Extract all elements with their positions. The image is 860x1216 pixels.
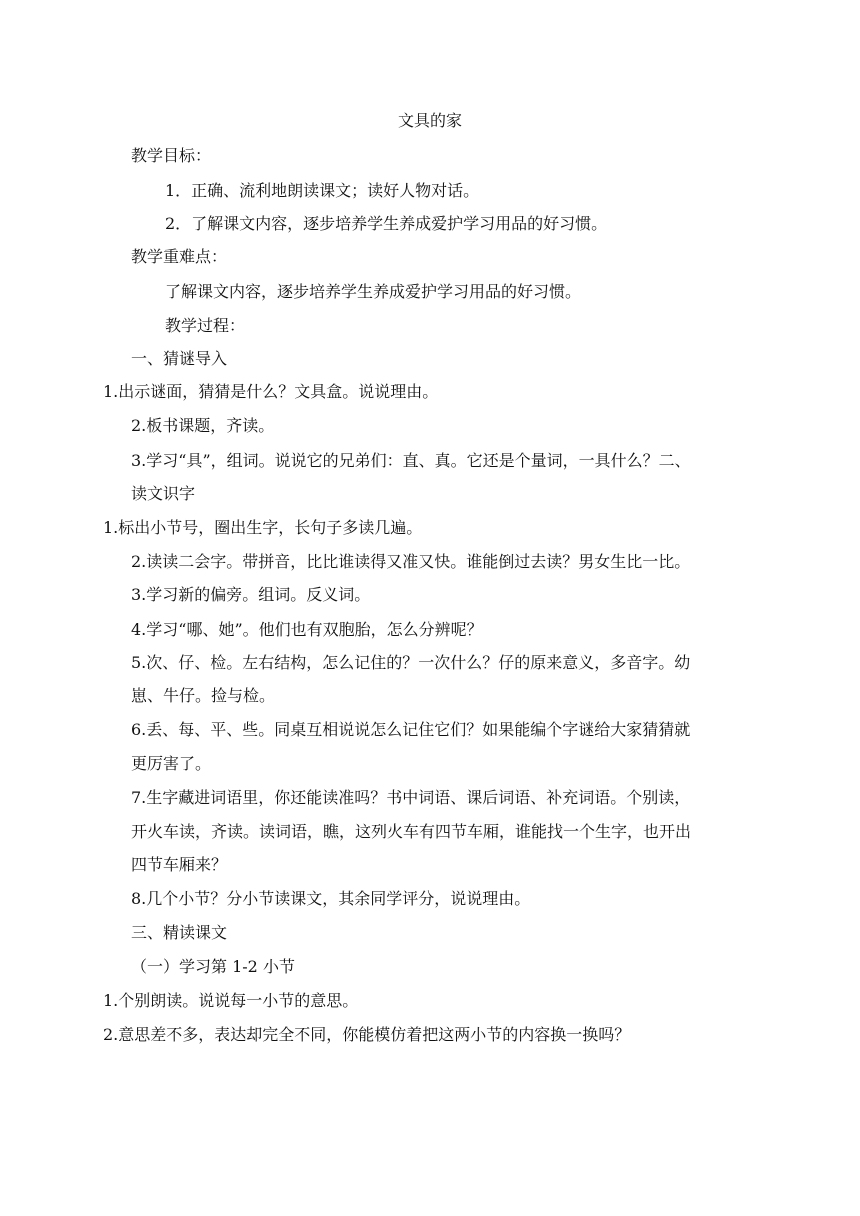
part-heading-intensive-reading: 三、精读课文	[131, 923, 228, 942]
paragraph-line: 2.读读二会字。带拼音，比比谁读得又准又快。谁能倒过去读？男女生比一比。	[131, 552, 691, 571]
paragraph-line: 开火车读，齐读。读词语，瞧，这列火车有四节车厢，谁能找一个生字，也开出	[131, 822, 692, 841]
document-title: 文具的家	[397, 111, 462, 130]
paragraph-line: 崽、牛仔。捡与检。	[131, 686, 276, 705]
section-heading-key-points: 教学重难点：	[131, 247, 228, 266]
paragraph-line: 7.生字藏进词语里，你还能读准吗？书中词语、课后词语、补充词语。个别读，	[131, 788, 691, 807]
subpart-heading: （一）学习第 1-2 小节	[131, 957, 295, 976]
paragraph-line: 1.标出小节号，圈出生字，长句子多读几遍。	[103, 518, 423, 537]
paragraph-line: 5.次、仔、检。左右结构，怎么记住的？一次什么？仔的原来意义，多音字。幼	[131, 653, 691, 672]
part-heading-riddle-intro: 一、猜谜导入	[131, 349, 228, 368]
paragraph-line: 更厉害了。	[131, 754, 212, 773]
section-heading-teaching-process: 教学过程：	[165, 316, 246, 335]
paragraph-line: 四节车厢来？	[131, 855, 228, 874]
paragraph-line: 3.学习新的偏旁。组词。反义词。	[131, 585, 371, 604]
key-point-text: 了解课文内容，逐步培养学生养成爱护学习用品的好习惯。	[165, 282, 582, 301]
paragraph-line: 2.板书课题，齐读。	[131, 416, 275, 435]
goal-item-1: 1．正确、流利地朗读课文；读好人物对话。	[165, 181, 480, 200]
paragraph-line: 4.学习“哪、她”。他们也有双胞胎，怎么分辨呢？	[131, 620, 483, 639]
goal-item-2: 2．了解课文内容，逐步培养学生养成爱护学习用品的好习惯。	[165, 214, 608, 233]
section-heading-teaching-goals: 教学目标：	[131, 146, 212, 165]
paragraph-line: 6.丢、每、平、些。同桌互相说说怎么记住它们？如果能编个字谜给大家猜猜就	[131, 720, 691, 739]
paragraph-line: 1.个别朗读。说说每一小节的意思。	[103, 991, 359, 1010]
paragraph-line: 8.几个小节？分小节读课文，其余同学评分，说说理由。	[131, 889, 531, 908]
paragraph-line: 3.学习“具”，组词。说说它的兄弟们：直、真。它还是个量词，一具什么？二、	[131, 451, 691, 470]
paragraph-line: 2.意思差不多，表达却完全不同，你能模仿着把这两小节的内容换一换吗？	[103, 1025, 631, 1044]
paragraph-line: 1.出示谜面，猜猜是什么？文具盒。说说理由。	[103, 382, 439, 401]
part-heading-reading-literacy: 读文识字	[131, 484, 196, 503]
